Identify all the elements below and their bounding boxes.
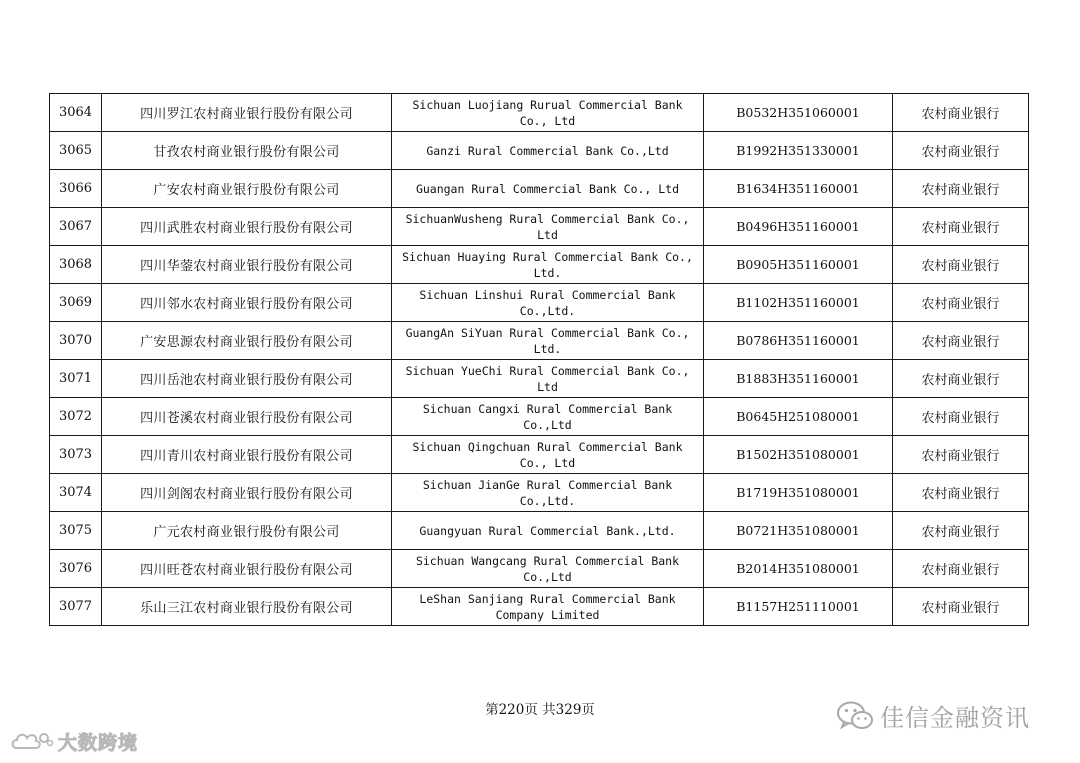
row-number: 3066: [50, 170, 102, 208]
institution-code: B0532H351060001: [704, 94, 893, 132]
institution-code: B1883H351160001: [704, 360, 893, 398]
bottom-left-watermark-text: 大数跨境: [58, 732, 139, 754]
row-number: 3065: [50, 132, 102, 170]
bank-name-chinese: 广元农村商业银行股份有限公司: [102, 512, 392, 550]
bank-name-english: Sichuan YueChi Rural Commercial Bank Co., Ltd: [392, 360, 704, 398]
institution-code: B1992H351330001: [704, 132, 893, 170]
institution-code: B2014H351080001: [704, 550, 893, 588]
bank-name-chinese: 四川罗江农村商业银行股份有限公司: [102, 94, 392, 132]
row-number: 3064: [50, 94, 102, 132]
bank-name-english: Guangyuan Rural Commercial Bank.,Ltd.: [392, 512, 704, 550]
bank-list-body: [50, 94, 1029, 626]
institution-type: 农村商业银行: [893, 132, 1029, 170]
institution-code: B1634H351160001: [704, 170, 893, 208]
bank-name-english: Sichuan Linshui Rural Commercial Bank Co.,Ltd.: [392, 284, 704, 322]
institution-code: B0645H251080001: [704, 398, 893, 436]
bank-name-chinese: 四川邻水农村商业银行股份有限公司: [102, 284, 392, 322]
table-row: [50, 132, 1029, 170]
wechat-icon: [836, 700, 874, 732]
bank-name-english: Sichuan Huaying Rural Commercial Bank Co., Ltd.: [392, 246, 704, 284]
bottom-left-watermark: [8, 728, 138, 755]
bank-name-chinese: 四川苍溪农村商业银行股份有限公司: [102, 398, 392, 436]
row-number: 3075: [50, 512, 102, 550]
table-row: [50, 360, 1029, 398]
institution-type: 农村商业银行: [893, 550, 1029, 588]
institution-code: B0721H351080001: [704, 512, 893, 550]
table-row: [50, 170, 1029, 208]
table-row: [50, 246, 1029, 284]
row-number: 3071: [50, 360, 102, 398]
institution-type: 农村商业银行: [893, 588, 1029, 626]
wechat-watermark-text: 佳信金融资讯: [880, 704, 1030, 732]
table-row: [50, 94, 1029, 132]
table-row: [50, 588, 1029, 626]
bank-name-english: Sichuan Qingchuan Rural Commercial Bank Co., Ltd: [392, 436, 704, 474]
row-number: 3077: [50, 588, 102, 626]
institution-type: 农村商业银行: [893, 208, 1029, 246]
bank-name-english: Sichuan Wangcang Rural Commercial Bank Co.,Ltd: [392, 550, 704, 588]
institution-code: B1102H351160001: [704, 284, 893, 322]
row-number: 3069: [50, 284, 102, 322]
bank-name-english: LeShan Sanjiang Rural Commercial Bank Company Limited: [392, 588, 704, 626]
bank-name-english: Ganzi Rural Commercial Bank Co.,Ltd: [392, 132, 704, 170]
institution-type: 农村商业银行: [893, 170, 1029, 208]
bank-name-chinese: 四川华蓥农村商业银行股份有限公司: [102, 246, 392, 284]
bank-name-chinese: 四川武胜农村商业银行股份有限公司: [102, 208, 392, 246]
table-row: [50, 512, 1029, 550]
institution-type: 农村商业银行: [893, 474, 1029, 512]
table-row: [50, 436, 1029, 474]
bank-name-chinese: 四川青川农村商业银行股份有限公司: [102, 436, 392, 474]
bank-name-chinese: 广安农村商业银行股份有限公司: [102, 170, 392, 208]
institution-type: 农村商业银行: [893, 322, 1029, 360]
institution-code: B0786H351160001: [704, 322, 893, 360]
page-number: 第220页 共329页: [485, 702, 595, 718]
row-number: 3072: [50, 398, 102, 436]
row-number: 3076: [50, 550, 102, 588]
institution-code: B1502H351080001: [704, 436, 893, 474]
bank-list-table: [49, 93, 1029, 626]
table-row: [50, 550, 1029, 588]
row-number: 3068: [50, 246, 102, 284]
institution-type: 农村商业银行: [893, 246, 1029, 284]
row-number: 3070: [50, 322, 102, 360]
institution-type: 农村商业银行: [893, 360, 1029, 398]
institution-code: B0905H351160001: [704, 246, 893, 284]
institution-type: 农村商业银行: [893, 94, 1029, 132]
table-row: [50, 284, 1029, 322]
row-number: 3067: [50, 208, 102, 246]
bank-name-chinese: 乐山三江农村商业银行股份有限公司: [102, 588, 392, 626]
institution-type: 农村商业银行: [893, 398, 1029, 436]
bank-name-chinese: 四川剑阁农村商业银行股份有限公司: [102, 474, 392, 512]
cloud-logo-icon: [8, 729, 54, 755]
institution-type: 农村商业银行: [893, 512, 1029, 550]
institution-code: B0496H351160001: [704, 208, 893, 246]
table-row: [50, 322, 1029, 360]
bank-name-english: GuangAn SiYuan Rural Commercial Bank Co., Ltd.: [392, 322, 704, 360]
institution-code: B1719H351080001: [704, 474, 893, 512]
bank-name-english: SichuanWusheng Rural Commercial Bank Co., Ltd: [392, 208, 704, 246]
table-row: [50, 474, 1029, 512]
bank-name-english: Sichuan Luojiang Rurual Commercial Bank Co., Ltd: [392, 94, 704, 132]
table-row: [50, 208, 1029, 246]
bank-name-chinese: 四川岳池农村商业银行股份有限公司: [102, 360, 392, 398]
bank-name-chinese: 广安思源农村商业银行股份有限公司: [102, 322, 392, 360]
bank-name-chinese: 四川旺苍农村商业银行股份有限公司: [102, 550, 392, 588]
institution-code: B1157H251110001: [704, 588, 893, 626]
bank-name-chinese: 甘孜农村商业银行股份有限公司: [102, 132, 392, 170]
table-row: [50, 398, 1029, 436]
bank-name-english: Guangan Rural Commercial Bank Co., Ltd: [392, 170, 704, 208]
bank-name-english: Sichuan JianGe Rural Commercial Bank Co.,Ltd.: [392, 474, 704, 512]
bank-name-english: Sichuan Cangxi Rural Commercial Bank Co.,Ltd: [392, 398, 704, 436]
institution-type: 农村商业银行: [893, 436, 1029, 474]
row-number: 3073: [50, 436, 102, 474]
wechat-watermark: [836, 698, 1030, 733]
row-number: 3074: [50, 474, 102, 512]
institution-type: 农村商业银行: [893, 284, 1029, 322]
